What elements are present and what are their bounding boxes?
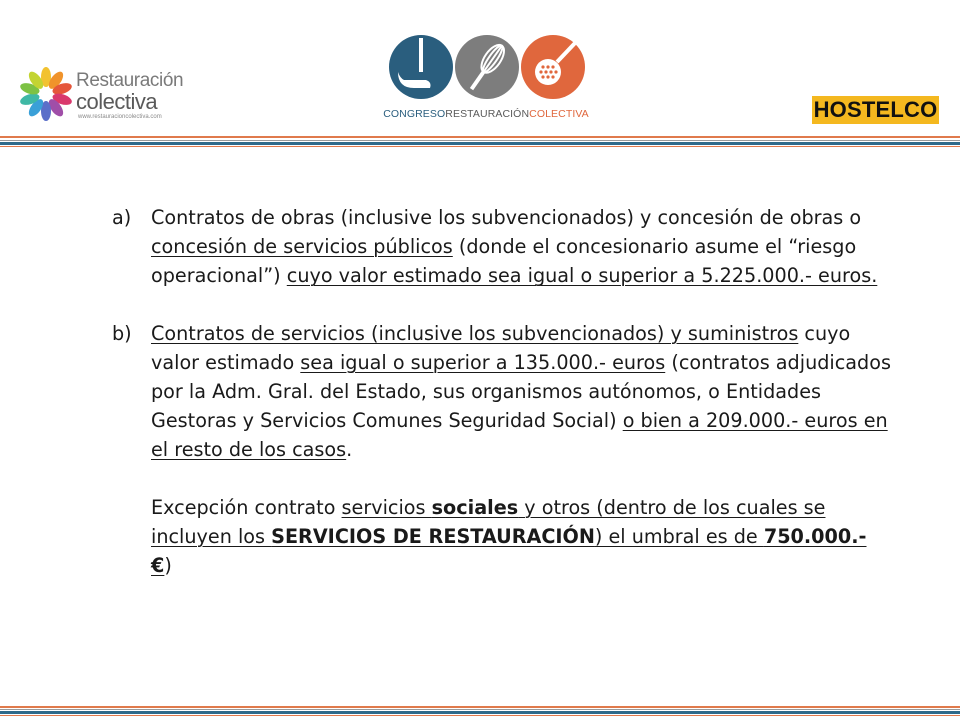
skimmer-icon xyxy=(521,35,585,99)
kitchen-utensils-icon xyxy=(386,30,586,104)
list-item-text xyxy=(151,319,893,465)
hostelco-wordmark: HOSTELCO xyxy=(813,97,938,122)
ladle-icon xyxy=(389,35,453,99)
text-span: ) xyxy=(164,554,172,578)
hostelco-logo xyxy=(812,96,939,124)
header-stripe-gray xyxy=(0,140,960,141)
congress-wordmark xyxy=(372,108,600,120)
slide-header xyxy=(0,0,960,150)
underlined-text: servicios xyxy=(341,495,432,519)
wordmark-part2: RESTAURACIÓN xyxy=(445,108,530,120)
flower-icon xyxy=(18,62,76,124)
wordmark-part3: COLECTIVA xyxy=(529,108,589,120)
restauracion-colectiva-logo xyxy=(18,62,184,128)
header-stripe-blue xyxy=(0,142,960,145)
list-item-text xyxy=(151,203,893,291)
underlined-text: o bien a 209.000.- euros en el resto de los casos xyxy=(151,409,888,462)
header-stripe-orange-thin xyxy=(0,146,960,147)
footer-stripe-orange xyxy=(0,706,960,708)
text-span: Contratos de obras (inclusive los subvencionados) y concesión de obras o xyxy=(151,206,862,229)
bold-underlined-text: sociales xyxy=(431,495,519,519)
slide-body xyxy=(112,203,912,580)
exception-paragraph xyxy=(112,493,893,581)
list-item-a xyxy=(112,203,912,291)
underlined-text: cuyo valor estimado sea igual o superior a 5.225.000.- euros. xyxy=(286,264,878,288)
wordmark-part1: CONGRESO xyxy=(383,108,446,120)
underlined-text: concesión de servicios públicos xyxy=(151,235,453,259)
brand-name-line2: colectiva xyxy=(76,89,158,114)
footer-stripe-blue xyxy=(0,711,960,714)
text-span: (donde el concesionario asume el “riesgo operacional”) xyxy=(151,235,857,288)
footer-stripe-gray xyxy=(0,709,960,710)
footer-stripe-orange-thin xyxy=(0,715,960,716)
underlined-text: ) el umbral es de xyxy=(594,524,764,548)
whisk-icon xyxy=(455,35,519,99)
bold-underlined-text: SERVICIOS DE RESTAURACIÓN xyxy=(271,524,595,548)
text-span: cuyo valor estimado xyxy=(151,321,851,374)
text-span: . xyxy=(346,438,353,462)
text-span: Excepción contrato xyxy=(151,495,342,519)
header-stripe-orange xyxy=(0,136,960,138)
brand-url: www.restauracioncolectiva.com xyxy=(78,114,162,120)
list-item-b xyxy=(112,319,912,465)
underlined-text: sea igual o superior a 135.000.- euros xyxy=(300,350,666,374)
underlined-text: Contratos de servicios (inclusive los subvencionados) y suministros xyxy=(151,321,799,345)
list-marker: a) xyxy=(112,206,132,229)
text-span: (contratos adjudicados por la Adm. Gral. del Estado, sus organismos autónomos, o Entidades Gestoras y Servicios Comunes Seguridad Social) xyxy=(151,350,891,433)
list-marker: b) xyxy=(112,321,132,345)
underlined-text: y otros (dentro de los cuales se incluyen los xyxy=(151,495,826,548)
brand-name-line1: Restauración xyxy=(76,70,184,91)
bold-underlined-text: 750.000.- € xyxy=(151,524,867,578)
congreso-restauracion-colectiva-logo xyxy=(372,30,600,126)
